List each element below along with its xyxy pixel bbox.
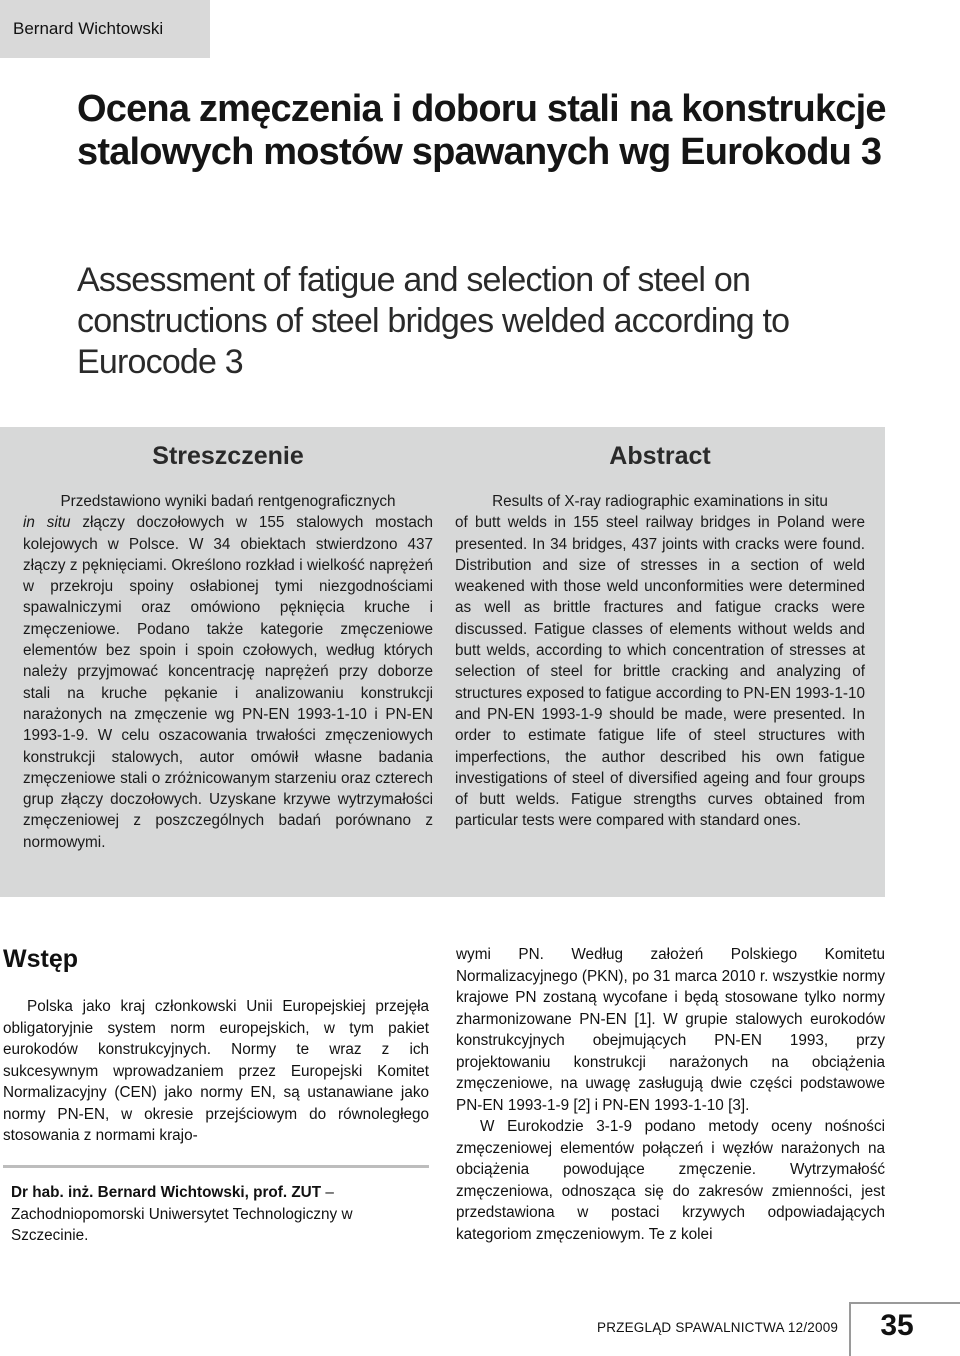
abstract-english-intro: Results of X-ray radiographic examinations in situ xyxy=(492,493,828,510)
title-english: Assessment of fatigue and selection of steel on constructions of steel bridges welded according to Eurocode 3 xyxy=(77,261,790,381)
abstract-english-body: of butt welds in 155 steel railway bridges in Poland were presented. In 34 bridges, 437 joints with cracks were found. Distribution and size of stresses in a section of weld weakened with those weld unconformities were determined as well as brittle fractures and fatigue cracks were discussed. Fatigue classes of elements without welds and butt welds, according to which concentration of stresses at selection of steel for brittle cracking and analyzing of structures exposed to fatigue according to PN-EN 1993-1-10 and PN-EN 1993-1-9 should be made, were presented. In order to estimate fatigue life of steel structures with imperfections, the author described his own fatigue investigations of steel of diversified ageing and four groups of butt welds. Fatigue strengths curves obtained from particular tests were compared with standard ones. xyxy=(455,514,865,830)
abstract-polish-body: złączy doczołowych w 155 stalowych mostach kolejowych w Polsce. W 34 obiektach stwierdzono 437 złączy z pęknięciami. Określono rozkład i wielkość naprężeń w przekroju spoiny osłabionej tymi niezgodnościami spawalniczymi oraz omówiono pęknięcia kruche i zmęczeniowe. Podano także kategorie zmęczeniowe elementów bez spoin i spoin czołowych, według których należy przyjmować koncentrację naprężeń przy doborze stali na kruche pękanie i analizowaniu konstrukcji narażonych na zmęczenie wg PN-EN 1993-1-10 i PN-EN 1993-1-9. W celu oszacowania trwałości zmęczeniowych konstrukcji stalowych, autor omówił własne badania zmęczeniowe stali o zróżnicowanym starzeniu oraz czterech grup złączy doczołowych. Uzyskane krzywe wytrzymałości zmęczeniowej z poszczególnych badań porównano z normowymi. xyxy=(23,514,433,851)
abstract-polish-text xyxy=(23,491,433,853)
intro-right-paragraph-2: W Eurokodzie 3-1-9 podano metody oceny nośności zmęczeniowej elementów połączeń i węzłów narażonych na obciążenia powodujące zmęczenie. Wytrzymałość zmęczeniowa, odnosząca się do zakresów zmienności, jest przedstawiona w postaci krzywych odpowiadających kategoriom zmęczeniowym. Te z kolei xyxy=(456,1118,885,1243)
footer-rule-vertical xyxy=(849,1302,851,1356)
footer-rule-horizontal xyxy=(849,1302,960,1304)
abstract-polish-intro: Przedstawiono wyniki badań rentgenograficznych xyxy=(60,493,396,510)
intro-right-column xyxy=(456,944,885,1245)
footer-journal: PRZEGLĄD SPAWALNICTWA 12/2009 xyxy=(597,1320,839,1335)
abstract-polish-heading: Streszczenie xyxy=(152,442,304,470)
abstract-english xyxy=(455,427,865,832)
header-author: Bernard Wichtowski xyxy=(13,19,164,38)
author-tab xyxy=(0,0,210,58)
abstract-box xyxy=(0,427,885,897)
author-note-name: Dr hab. inż. Bernard Wichtowski, prof. ZUT xyxy=(11,1184,322,1201)
author-note-affiliation: – Zachodniopomorski Uniwersytet Technologiczny w Szczecinie. xyxy=(11,1184,353,1244)
abstract-polish xyxy=(23,427,433,853)
page-number: 35 xyxy=(880,1309,914,1342)
abstract-english-heading: Abstract xyxy=(609,442,711,470)
title-polish: Ocena zmęczenia i doboru stali na konstrukcje stalowych mostów spawanych wg Eurokodu 3 xyxy=(77,88,886,173)
intro-right-paragraph-1: wymi PN. Według założeń Polskiego Komitetu Normalizacyjnego (PKN), po 31 marca 2010 r. wszystkie normy krajowe PN zostaną wycofane i będą stosowane tylko normy zharmonizowane PN-EN [1]. W grupie stalowych eurokodów konstrukcyjnych obejmujących PN-EN 1993, przy projektowaniu konstrukcji narażonych na obciążenia zmęczeniowe, na uwagę zasługują dwie części podstawowe PN-EN 1993-1-9 [2] i PN-EN 1993-1-10 [3]. xyxy=(456,946,885,1114)
author-note-text xyxy=(11,1182,421,1247)
intro-left-column: Polska jako kraj członkowski Unii Europejskiej przejęła obligatoryjnie system norm europejskich, w tym pakiet eurokodów konstrukcyjnych. Normy te wraz z ich sukcesywnym wprowadzaniem przez Europejski Komitet Normalizacyjny (CEN) jako normy EN, są ustanawiane jako normy PN-EN, w okresie przejściowym do równoległego stosowania z normami krajo- xyxy=(3,998,429,1144)
section-heading-intro: Wstęp xyxy=(3,945,78,973)
abstract-polish-italic: in situ xyxy=(23,514,71,532)
author-note xyxy=(3,1165,429,1258)
abstract-english-text xyxy=(455,491,865,832)
